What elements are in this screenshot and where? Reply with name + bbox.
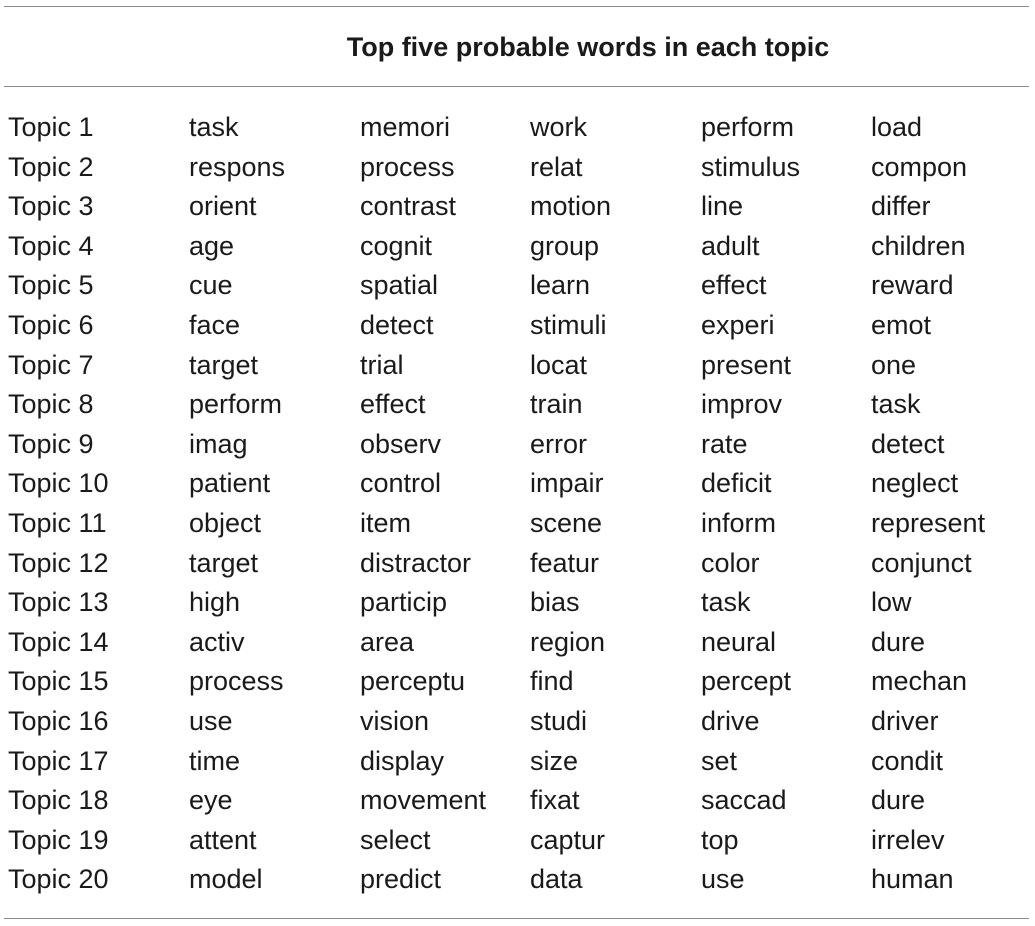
table-row [0, 425, 1035, 465]
topic-label: Topic 9 [8, 428, 94, 459]
word-cell: stimulus [701, 151, 801, 182]
word-cell: featur [530, 547, 600, 578]
topic-label: Topic 3 [8, 191, 94, 222]
word-cell: one [871, 349, 917, 380]
table-row [0, 266, 1035, 306]
word-cell: set [701, 745, 738, 776]
word-cell: top [701, 824, 739, 855]
table-row [0, 781, 1035, 821]
word-cell: work [530, 112, 588, 142]
table-row [0, 860, 1035, 900]
topic-label: Topic 4 [8, 230, 94, 261]
word-cell: differ [871, 191, 931, 222]
word-cell: relat [530, 151, 583, 182]
word-cell: children [871, 230, 966, 261]
table-row [0, 702, 1035, 742]
topic-label: Topic 10 [8, 468, 109, 499]
topic-label: Topic 6 [8, 309, 94, 340]
word-cell: experi [701, 309, 775, 340]
word-cell: orient [189, 191, 257, 222]
word-cell: inform [701, 507, 777, 538]
word-cell: display [360, 745, 445, 776]
word-cell: emot [871, 309, 932, 340]
word-cell: fixat [530, 785, 580, 816]
word-cell: attent [189, 824, 257, 855]
word-cell: respons [189, 151, 286, 182]
word-cell: item [360, 507, 412, 538]
table-row [0, 623, 1035, 663]
word-cell: find [530, 666, 574, 697]
table-row [0, 306, 1035, 346]
table-header: Top five probable words in each topic [346, 32, 830, 62]
word-cell: observ [360, 428, 442, 459]
word-cell: time [189, 745, 241, 776]
word-cell: condit [871, 745, 944, 776]
word-cell: spatial [360, 270, 439, 301]
table-body [0, 108, 1035, 900]
word-cell: task [189, 112, 239, 142]
topic-label: Topic 7 [8, 349, 94, 380]
word-cell: cue [189, 270, 233, 301]
word-cell: high [189, 587, 241, 618]
word-cell: trial [360, 349, 404, 380]
topic-label: Topic 20 [8, 864, 109, 895]
word-cell: low [871, 587, 912, 618]
topic-label: Topic 2 [8, 151, 94, 182]
table-row [0, 108, 1035, 148]
word-cell: task [701, 587, 751, 618]
word-cell: error [530, 428, 588, 459]
word-cell: perceptu [360, 666, 466, 697]
topic-label: Topic 1 [8, 112, 94, 142]
word-cell: process [360, 151, 455, 182]
topic-label: Topic 11 [8, 507, 107, 538]
table-row [0, 227, 1035, 267]
word-cell: dure [871, 626, 926, 657]
word-cell: group [530, 230, 600, 261]
word-cell: mechan [871, 666, 968, 697]
word-cell: impair [530, 468, 604, 499]
word-cell: model [189, 864, 263, 895]
word-cell: target [189, 349, 259, 380]
word-cell: captur [530, 824, 606, 855]
word-cell: deficit [701, 468, 772, 499]
word-cell: cognit [360, 230, 433, 261]
word-cell: distractor [360, 547, 472, 578]
word-cell: conjunct [871, 547, 972, 578]
word-cell: control [360, 468, 442, 499]
word-cell: object [189, 507, 262, 538]
word-cell: data [530, 864, 583, 895]
word-cell: age [189, 230, 235, 261]
word-cell: area [360, 626, 415, 657]
table-bottom-rule [4, 918, 1029, 919]
word-cell: perform [189, 389, 283, 420]
word-cell: locat [530, 349, 588, 380]
table-row [0, 385, 1035, 425]
word-cell: size [530, 745, 579, 776]
word-cell: face [189, 309, 241, 340]
word-cell: particip [360, 587, 448, 618]
topic-label: Topic 16 [8, 705, 109, 736]
word-cell: neglect [871, 468, 959, 499]
word-cell: process [189, 666, 284, 697]
table-row [0, 544, 1035, 584]
table-row [0, 346, 1035, 386]
word-cell: movement [360, 785, 487, 816]
table-top-rule [4, 6, 1029, 7]
word-cell: vision [360, 705, 430, 736]
word-cell: color [701, 547, 760, 578]
word-cell: detect [871, 428, 945, 459]
topic-label: Topic 5 [8, 270, 94, 301]
topic-label: Topic 12 [8, 547, 109, 578]
topic-label: Topic 17 [8, 745, 109, 776]
word-cell: train [530, 389, 583, 420]
word-cell: saccad [701, 785, 787, 816]
table-row [0, 821, 1035, 861]
word-cell: region [530, 626, 606, 657]
word-cell: adult [701, 230, 760, 261]
word-cell: rate [701, 428, 748, 459]
word-cell: compon [871, 151, 968, 182]
word-cell: patient [189, 468, 271, 499]
word-cell: line [701, 191, 744, 222]
word-cell: memori [360, 112, 451, 142]
table-row [0, 148, 1035, 188]
word-cell: perform [701, 112, 795, 142]
table-row [0, 742, 1035, 782]
word-cell: use [189, 705, 233, 736]
word-cell: effect [360, 389, 426, 420]
word-cell: human [871, 864, 954, 895]
word-cell: use [701, 864, 745, 895]
word-cell: predict [360, 864, 442, 895]
word-cell: activ [189, 626, 245, 657]
word-cell: percept [701, 666, 792, 697]
word-cell: motion [530, 191, 612, 222]
word-cell: learn [530, 270, 591, 301]
word-cell: select [360, 824, 431, 855]
topic-label: Topic 8 [8, 389, 94, 420]
table-row [0, 187, 1035, 227]
word-cell: task [871, 389, 921, 420]
word-cell: drive [701, 705, 760, 736]
word-cell: reward [871, 270, 954, 301]
topic-label: Topic 15 [8, 666, 109, 697]
word-cell: present [701, 349, 792, 380]
word-cell: driver [871, 705, 939, 736]
topic-label: Topic 18 [8, 785, 109, 816]
topic-label: Topic 19 [8, 824, 109, 855]
table-row [0, 583, 1035, 623]
word-cell: studi [530, 705, 588, 736]
word-cell: detect [360, 309, 434, 340]
word-cell: imag [189, 428, 248, 459]
table-row [0, 504, 1035, 544]
word-cell: effect [701, 270, 767, 301]
word-cell: dure [871, 785, 926, 816]
table-header-rule [4, 86, 1029, 87]
topic-label: Topic 14 [8, 626, 109, 657]
word-cell: bias [530, 587, 580, 618]
word-cell: scene [530, 507, 603, 538]
word-cell: eye [189, 785, 233, 816]
word-cell: represent [871, 507, 986, 538]
word-cell: load [871, 112, 923, 142]
word-cell: improv [701, 389, 783, 420]
word-cell: target [189, 547, 259, 578]
table-row [0, 662, 1035, 702]
word-cell: contrast [360, 191, 457, 222]
word-cell: irrelev [871, 824, 945, 855]
word-cell: stimuli [530, 309, 607, 340]
table-row [0, 464, 1035, 504]
topic-label: Topic 13 [8, 587, 109, 618]
word-cell: neural [701, 626, 777, 657]
